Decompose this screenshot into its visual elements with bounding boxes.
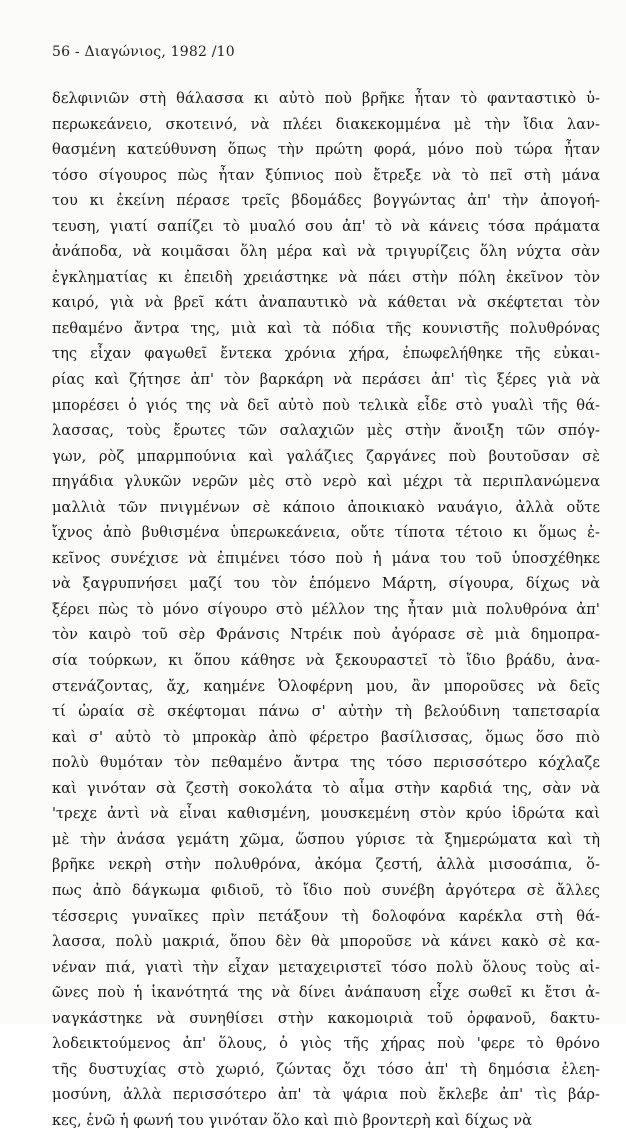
text-line: περωκεάνειο, σκοτεινό, νὰ πλέει διακεκομμένα μὲ τὴν ἴδια λαν- [52, 115, 600, 133]
text-line: ξέρει πὼς τὸ μόνο σίγουρο στὸ μέλλον της ἦταν μιὰ πολυθρόνα ἀπ' [52, 600, 600, 618]
text-line: μαλλιὰ τῶν πνιγμένων σὲ κάποιο ἀποικιακὸ ναυάγιο, ἀλλὰ οὔτε [52, 498, 600, 516]
text-line: του κι ἐκείνη πέρασε τρεῖς βδομάδες βογγώντας ἀπ' τὴν ἀπογοή- [52, 192, 600, 210]
text-line: πολὺ θυμόταν τὸν πεθαμένο ἄντρα της τόσο περισσότερο κόχλαζε [52, 754, 600, 772]
text-line: τῆς δυστυχίας στὸ χωριό, ζώντας ὄχι τόσο ἀπ' τὴ δημόσια ἐλεη- [52, 1060, 600, 1078]
text-line: νὰ ξαγρυπνήσει μαζί του τὸν ἑπόμενο Μάρτη, σίγουρα, δίχως νὰ [52, 575, 600, 593]
text-line: 'τρεχε ἀντὶ νὰ εἶναι καθισμένη, μουσκεμένη στὸν κρύο ἱδρώτα καὶ [52, 805, 600, 823]
text-line: της εἶχαν φαγωθεῖ ἔντεκα χρόνια χήρα, ἐπωφελήθηκε τῆς εὐκαι- [52, 345, 600, 363]
text-line: λασσα, πολὺ μακριά, ὅπου δὲν θὰ μποροῦσε νὰ κάνει κακὸ σὲ κα- [52, 933, 600, 951]
text-line: ἴχνος ἀπὸ βυθισμένα ὑπερωκεάνεια, οὔτε τίποτα τέτοιο κι ὅμως ἐ- [52, 524, 600, 542]
text-line: πως ἀπὸ δάγκωμα φιδιοῦ, τὸ ἴδιο ποὺ συνέβη ἀργότερα σὲ ἄλλες [52, 881, 600, 899]
text-line: βρῆκε νεκρὴ στὴν πολυθρόνα, ἀκόμα ζεστή, ἀλλὰ μισοσάπια, ὅ- [52, 856, 600, 874]
text-line: μὲ τὴν ἀνάσα γεμάτη χῶμα, ὥσπου γύρισε τὰ ξημερώματα καὶ τὴ [52, 830, 600, 848]
text-line: τί ὡραία σὲ σκέφτομαι πάνω σ' αὐτὴν τὴ βελούδινη ταπετσαρία [52, 703, 600, 721]
text-line: τόσο σίγουρος πὼς ἦταν ξύπνιος ποὺ ἔτρεξε νὰ τὸ πεῖ στὴ μάνα [52, 166, 600, 184]
text-line: ἀνάποδα, νὰ κοιμᾶσαι ὅλη μέρα καὶ νὰ τριγυρίζεις ὅλη νύχτα σὰν [52, 243, 600, 261]
text-line: πηγάδια γλυκῶν νερῶν μὲς στὸ νερὸ καὶ μέχρι τὰ περιπλανώμενα [52, 473, 600, 491]
body-text [52, 86, 600, 1133]
text-line: δελφινιῶν στὴ θάλασσα κι αὐτὸ ποὺ βρῆκε ἦταν τὸ φανταστικὸ ὑ- [52, 90, 600, 107]
text-line: λοδεικτούμενος ἀπ' ὅλους, ὁ γιὸς τῆς χήρας ποὺ 'φερε τὸ θρόνο [52, 1035, 600, 1053]
running-head: 56 - Διαγώνιος, 1982 /10 [52, 44, 235, 60]
text-line: τέσσερις γυναῖκες πρὶν πετάξουν τὴ δολοφόνα καρέκλα στὴ θά- [52, 907, 600, 925]
text-line: μοσύνη, ἀλλὰ περισσότερο ἀπ' τὰ ψάρια ποὺ ἔκλεβε ἀπ' τὶς βάρ- [52, 1086, 600, 1104]
text-line: σία τούρκων, κι ὅπου κάθησε νὰ ξεκουραστεῖ τὸ ἴδιο βράδυ, ἀνα- [52, 652, 600, 670]
text-line: στενάζοντας, ἄχ, καημένε Ὀλοφέρνη μου, ἂν μποροῦσες νὰ δεῖς [52, 677, 600, 695]
text-line: θασμένη κατεύθυνση ὅπως τὴν πρώτη φορά, μόνο ποὺ τώρα ἦταν [52, 141, 600, 159]
text-line: ἐγκληματίας κι ἐπειδὴ χρειάστηκε νὰ πάει στὴν πόλη ἐκεῖνον τὸν [52, 268, 600, 286]
text-line: τευση, γιατί σαπίζει τὸ μυαλό σου ἀπ' τὸ νὰ κάνεις τόσα πράματα [52, 217, 600, 235]
text-line: ρίας καὶ ζήτησε ἀπ' τὸν βαρκάρη νὰ περάσει ἀπ' τὶς ξέρες γιὰ νὰ [52, 371, 600, 389]
text-line: καιρό, γιὰ νὰ βρεῖ κάτι ἀναπαυτικὸ νὰ κάθεται νὰ σκέφτεται τὸν [52, 294, 600, 312]
text-line: τὸν καιρὸ τοῦ σὲρ Φράνσις Ντρέικ ποὺ ἀγόρασε σὲ μιὰ δημοπρα- [52, 626, 600, 644]
text-line: καὶ γινόταν σὰ ζεστὴ σοκολάτα τὸ αἷμα στὴν καρδιά της, σὰν νὰ [52, 779, 600, 797]
text-line: κεῖνος συνέχισε νὰ ἐπιμένει τόσο ποὺ ἡ μάνα του τοῦ ὑποσχέθηκε [52, 549, 600, 567]
text-line: ῶνες ποὺ ἡ ἱκανότητά της νὰ δίνει ἀνάπαυση εἶχε σωθεῖ κι ἔτσι ἀ- [52, 984, 600, 1002]
text-line: λασσας, τοὺς ἔρωτες τῶν σαλαχιῶν μὲς στὴν ἄνοιξη τῶν σπόγ- [52, 422, 600, 440]
text-line: κες, ἐνῶ ἡ φωνή του γινόταν ὅλο καὶ πιὸ βροντερὴ καὶ δίχως νὰ [52, 1111, 533, 1129]
text-line: νέναν πιά, γιατὶ τὴν εἶχαν μεταχειριστεῖ τόσο πολὺ ὅλους τοὺς αἰ- [52, 958, 600, 976]
text-line: γων, ρὸζ μπαρμπούνια καὶ γαλάζιες ζαργάνες ποὺ βουτοῦσαν σὲ [52, 447, 600, 465]
text-line: καὶ σ' αὐτὸ τὸ μπροκὰρ ἀπὸ φέρετρο βασίλισσας, ὅμως ὅσο πιὸ [52, 728, 600, 746]
text-line: ναγκάστηκε νὰ συνηθίσει στὴν κακομοιριὰ τοῦ ὀρφανοῦ, δακτυ- [52, 1009, 600, 1027]
text-line: μπορέσει ὁ γιός της νὰ δεῖ αὐτὸ ποὺ τελικὰ εἶδε στὸ γυαλὶ τῆς θά- [52, 396, 600, 414]
text-line: πεθαμένο ἄντρα της, μιὰ καὶ τὰ πόδια τῆς κουνιστῆς πολυθρόνας [52, 319, 600, 337]
